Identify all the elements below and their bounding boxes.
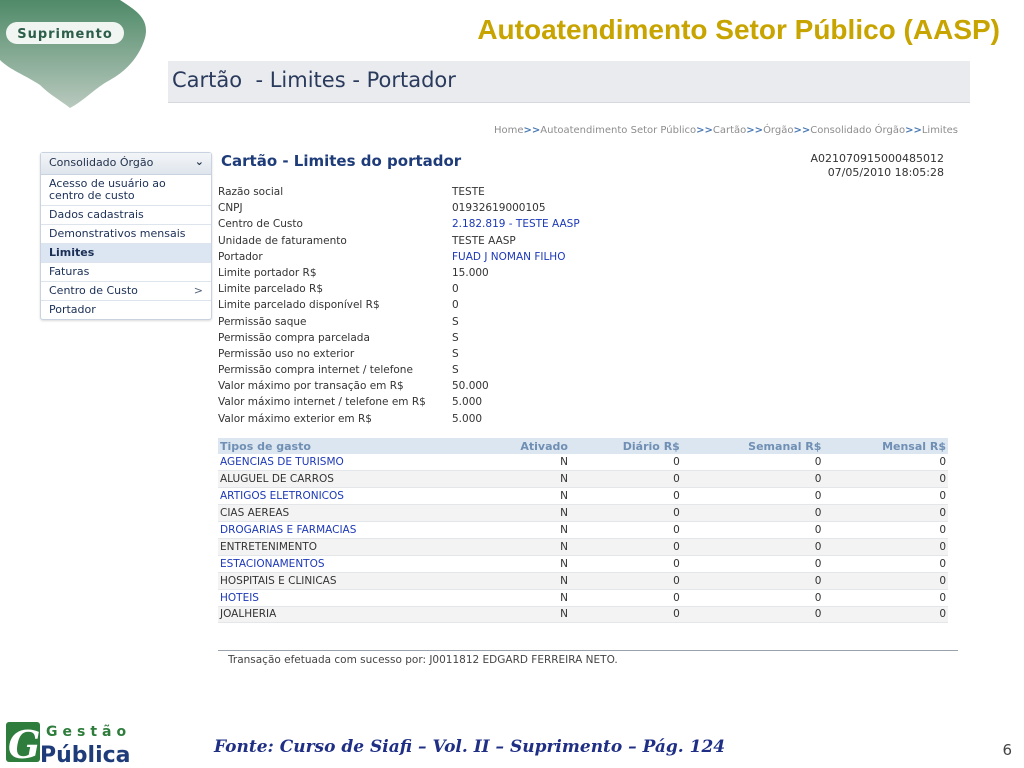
value-cell: 0 [823,589,948,606]
breadcrumb-home[interactable]: Home [493,125,524,136]
sidebar-menu [40,152,212,320]
sidebar-item-label: Dados cadastrais [49,208,144,221]
breadcrumb-aasp[interactable]: Autoatendimento Setor Público [540,125,697,136]
detail-value: 50.000 [452,380,489,393]
detail-value: S [452,331,459,344]
breadcrumb-cartao[interactable]: Cartão [712,125,747,136]
sidebar-item-dados-cadastrais[interactable] [41,206,211,225]
sidebar-item-label: Portador [49,303,96,316]
sidebar-item-limites[interactable] [41,244,211,263]
value-cell: 0 [570,606,682,623]
slide-title: Autoatendimento Setor Público (AASP) [477,14,1000,45]
detail-value: S [452,315,459,328]
sidebar-item-label: Faturas [49,265,90,278]
detail-value: TESTE [452,186,485,198]
gestao-publica-logo [6,718,138,766]
value-cell: 0 [570,522,682,539]
chevron-right-icon: > [193,284,203,297]
value-cell: 0 [570,471,682,488]
detail-label: Limite parcelado disponível R$ [218,299,380,312]
value-cell: 0 [570,572,682,589]
value-cell: N [475,471,570,488]
sidebar-item-portador[interactable] [41,301,211,319]
embedded-screenshot [38,118,968,678]
spend-type-cell: HOSPITAIS E CLINICAS [218,572,475,589]
table-row [218,555,948,572]
value-cell: 0 [823,538,948,555]
spend-type-cell[interactable]: ARTIGOS ELETRONICOS [218,488,475,505]
detail-value: 5.000 [452,396,483,409]
sidebar-header-label: Consolidado Órgão [49,156,154,169]
value-cell: 0 [682,606,824,623]
spend-types-table [218,438,948,623]
value-cell: N [475,488,570,505]
breadcrumb-consolidado[interactable]: Consolidado Órgão [810,125,906,136]
value-cell: N [475,505,570,522]
value-cell: 0 [823,555,948,572]
column-header: Tipos de gasto [218,438,475,454]
column-header: Semanal R$ [682,438,824,454]
spend-type-cell[interactable]: ESTACIONAMENTOS [218,555,475,572]
detail-value: S [452,347,459,360]
value-cell: 0 [570,488,682,505]
detail-value: 0 [452,299,459,312]
value-cell: 0 [823,471,948,488]
breadcrumb-limites: Limites [921,125,958,136]
detail-label: Permissão saque [218,315,307,328]
spend-type-cell[interactable]: HOTEIS [218,589,475,606]
detail-value: S [452,364,459,377]
logo-text: Suprimento [17,27,113,42]
column-header: Mensal R$ [823,438,948,454]
page-heading: Cartão - Limites do portador [221,152,462,170]
detail-label: Valor máximo por transação em R$ [218,380,404,393]
sidebar-item-label: Limites [49,246,95,259]
slide-subtitle: Cartão - Limites - Portador [172,68,456,92]
table-row [218,589,948,606]
value-cell: N [475,555,570,572]
detail-label: Razão social [218,186,284,198]
detail-value: 15.000 [452,266,489,279]
detail-label: Permissão compra parcelada [218,331,370,344]
sidebar-item-faturas[interactable] [41,263,211,282]
value-cell: 0 [682,589,824,606]
transaction-timestamp: 07/05/2010 18:05:28 [827,166,944,179]
transaction-id: A021070915000485012 [810,152,944,165]
table-row [218,454,948,471]
sidebar-item-demonstrativos[interactable] [41,225,211,244]
column-header: Ativado [475,438,570,454]
value-cell: N [475,589,570,606]
detail-label: Portador [218,250,263,263]
suprimento-logo [0,0,160,112]
value-cell: 0 [823,572,948,589]
value-cell: 0 [570,538,682,555]
detail-value: 01932619000105 [452,202,546,215]
svg-text:G: G [8,722,41,766]
divider [218,650,958,651]
table-row [218,538,948,555]
spend-type-cell: CIAS AEREAS [218,505,475,522]
sidebar-item-label: Centro de Custo [49,284,138,297]
value-cell: N [475,538,570,555]
value-cell: 0 [570,505,682,522]
sidebar-item-label: Acesso de usuário ao centro de custo [49,177,166,202]
transaction-info [811,152,945,180]
value-cell: 0 [823,488,948,505]
sidebar-item-centro-de-custo[interactable] [41,282,211,301]
value-cell: 0 [682,555,824,572]
value-cell: 0 [823,505,948,522]
centro-de-custo-link[interactable]: 2.182.819 - TESTE AASP [452,218,580,231]
detail-value: 0 [452,283,459,296]
logo-bottom-text: Pública [40,743,131,766]
table-row [218,522,948,539]
detail-label: Valor máximo internet / telefone em R$ [218,396,426,409]
logo-top-text: Gestão [46,724,132,740]
table-row [218,606,948,623]
sidebar-item-acesso[interactable] [41,175,211,206]
detail-label: Valor máximo exterior em R$ [218,412,372,425]
detail-label: Limite parcelado R$ [218,283,323,296]
sidebar-header[interactable] [41,153,211,175]
value-cell: N [475,572,570,589]
breadcrumb: Home>>Autoatendimento Setor Público>>Cartão>>Órgão>>Consolidado Órgão>>Limites [493,125,958,136]
detail-label: CNPJ [218,202,243,215]
value-cell: 0 [682,488,824,505]
detail-label: Unidade de faturamento [218,234,347,247]
spend-type-cell[interactable]: AGENCIAS DE TURISMO [218,454,475,471]
spend-type-cell: ALUGUEL DE CARROS [218,471,475,488]
page-number: 6 [1002,741,1012,759]
table-row [218,488,948,505]
value-cell: N [475,454,570,471]
value-cell: 0 [823,454,948,471]
source-citation: Fonte: Curso de Siafi – Vol. II – Suprimento – Pág. 124 [214,737,726,757]
value-cell: 0 [682,572,824,589]
value-cell: 0 [570,589,682,606]
detail-label: Centro de Custo [218,218,303,231]
value-cell: 0 [682,454,824,471]
sidebar-item-label: Demonstrativos mensais [49,227,186,240]
detail-label: Limite portador R$ [218,266,317,279]
table-row [218,505,948,522]
value-cell: 0 [823,606,948,623]
value-cell: 0 [682,522,824,539]
value-cell: 0 [682,471,824,488]
detail-value: TESTE AASP [452,234,516,247]
value-cell: N [475,606,570,623]
detail-label: Permissão compra internet / telefone [218,364,413,377]
value-cell: N [475,522,570,539]
detail-label: Permissão uso no exterior [218,347,355,360]
column-header: Diário R$ [570,438,682,454]
breadcrumb-orgao[interactable]: Órgão [763,125,794,136]
value-cell: 0 [570,555,682,572]
table-header-row [218,438,948,454]
chevron-down-icon: ⌄ [194,155,204,168]
detail-value: 5.000 [452,412,483,425]
spend-type-cell: ENTRETENIMENTO [218,538,475,555]
portador-link[interactable]: FUAD J NOMAN FILHO [452,250,566,263]
value-cell: 0 [570,454,682,471]
value-cell: 0 [682,505,824,522]
spend-type-cell[interactable]: DROGARIAS E FARMACIAS [218,522,475,539]
subtitle-bar [168,61,970,103]
spend-type-cell: JOALHERIA [218,606,475,623]
table-row [218,572,948,589]
success-message: Transação efetuada com sucesso por: J0011812 EDGARD FERREIRA NETO. [228,654,618,666]
value-cell: 0 [823,522,948,539]
table-row [218,471,948,488]
value-cell: 0 [682,538,824,555]
